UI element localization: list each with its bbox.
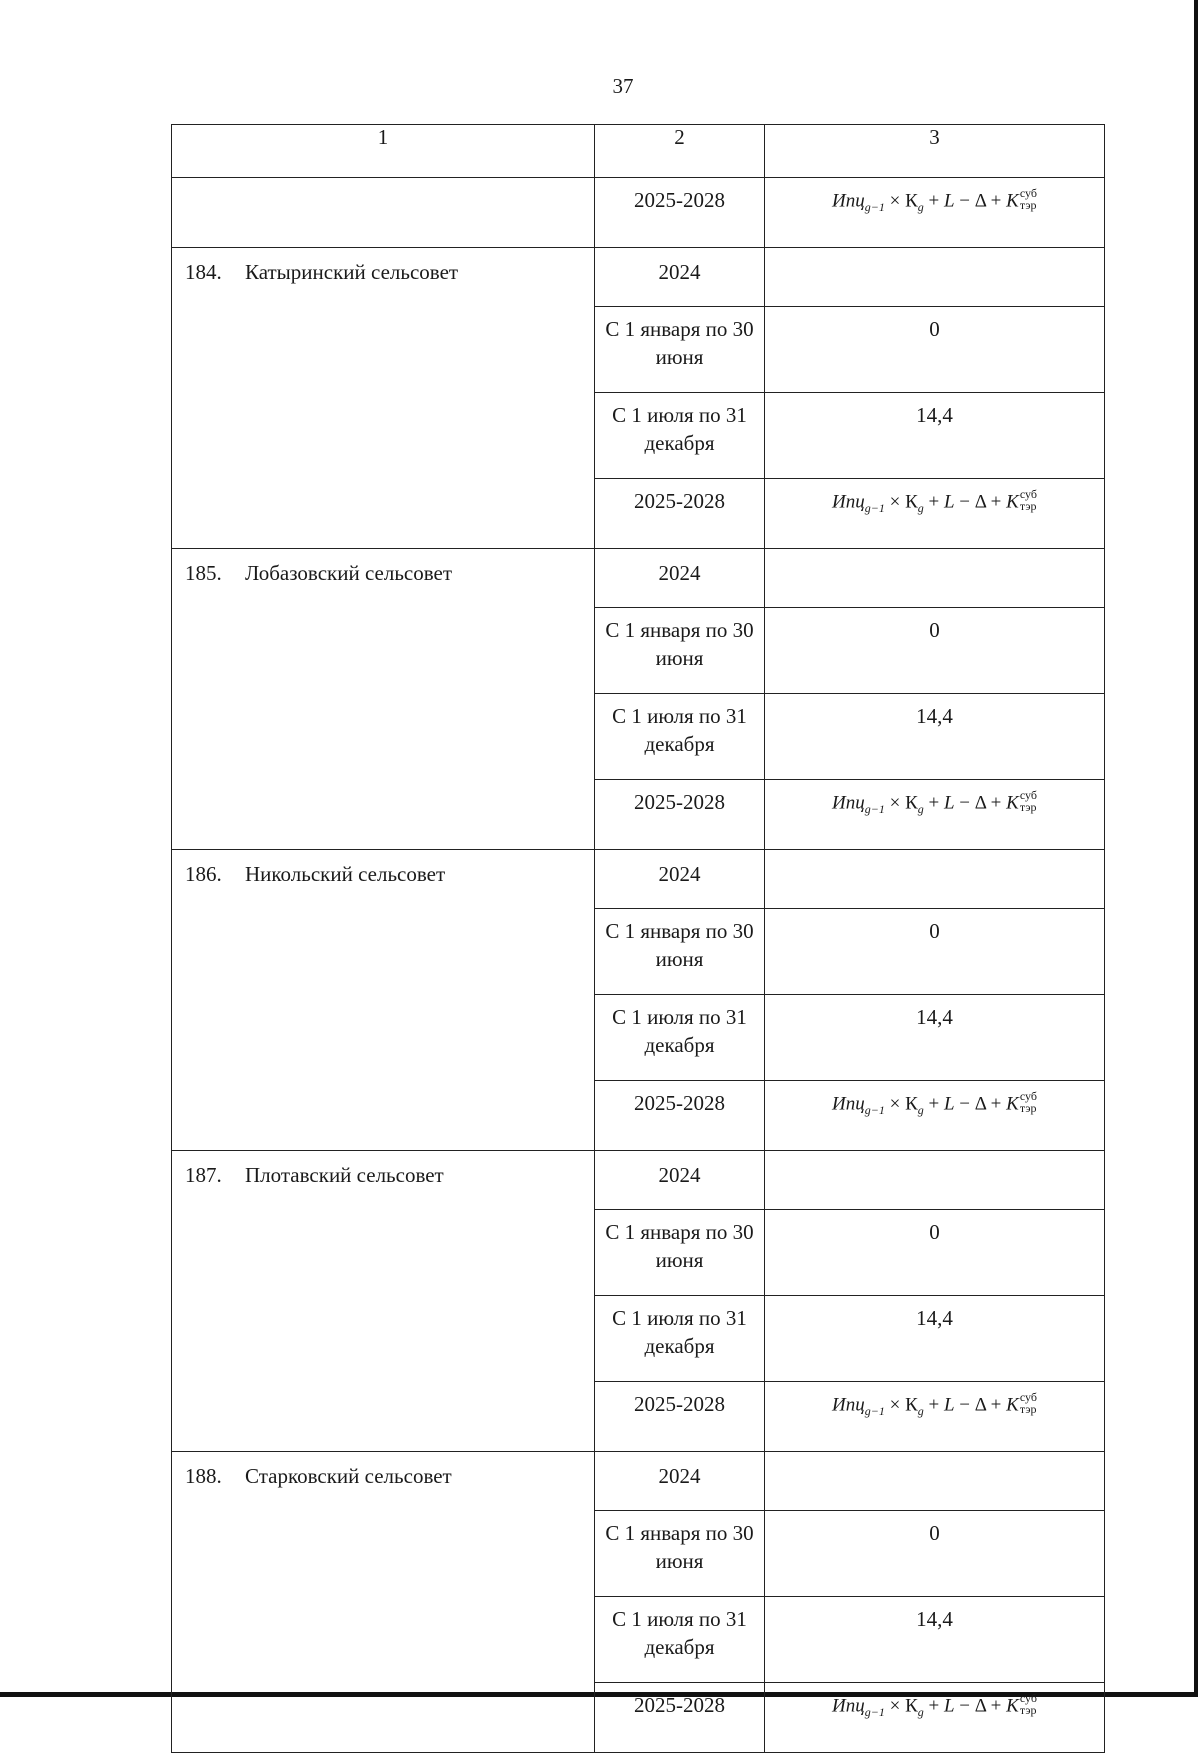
period-cell: С 1 января по 30 июня — [595, 1511, 765, 1597]
formula-cell: $Ипц_{g-1} \times К_g + L - \Delta + K$ суб тэр — [765, 1081, 1105, 1151]
name-cell-empty — [172, 178, 595, 248]
municipality-cell — [172, 549, 595, 850]
tariff-table — [171, 124, 1105, 1753]
period-cell: 2025-2028 — [595, 1081, 765, 1151]
period-cell: 2025-2028 — [595, 479, 765, 549]
value-cell: 14,4 — [765, 1597, 1105, 1683]
table-row — [172, 1452, 1105, 1511]
header-col-1: 1 — [172, 125, 595, 178]
value-cell: 0 — [765, 1210, 1105, 1296]
entry-number: 188. — [185, 1464, 222, 1488]
period-cell: 2025-2028 — [595, 178, 765, 248]
formula-base: Ипц — [832, 1695, 865, 1717]
period-cell: С 1 июля по 31 декабря — [595, 1597, 765, 1683]
entry-number: 186. — [185, 862, 222, 886]
municipality-cell — [172, 850, 595, 1151]
formula-cell: $Ипц_{g-1} \times К_g + L - \Delta + K$ суб тэр — [765, 479, 1105, 549]
value-cell: 0 — [765, 1511, 1105, 1597]
table-row — [172, 549, 1105, 608]
period-cell: С 1 июля по 31 декабря — [595, 995, 765, 1081]
period-cell: С 1 января по 30 июня — [595, 1210, 765, 1296]
municipality-cell — [172, 248, 595, 549]
page-number: 37 — [612, 74, 634, 98]
table-row — [172, 248, 1105, 307]
period-cell: 2025-2028 — [595, 1382, 765, 1452]
table-row — [172, 178, 1105, 248]
period-cell: С 1 января по 30 июня — [595, 307, 765, 393]
value-cell-empty — [765, 850, 1105, 909]
municipality-cell — [172, 1452, 595, 1753]
formula-cell: $Ипц_{g-1} \times К_g + L - \Delta + K$ суб тэр — [765, 780, 1105, 850]
header-col-3: 3 — [765, 125, 1105, 178]
formula-cell: $Ипц_{g-1} \times К_g + L - \Delta + K$ суб тэр — [765, 1382, 1105, 1452]
value-cell: 14,4 — [765, 393, 1105, 479]
entry-name: Никольский сельсовет — [245, 862, 446, 886]
formula-base: Ипц — [832, 1093, 865, 1115]
entry-number: 184. — [185, 260, 222, 284]
formula-cell: $Ипц_{g-1} \times К_g + L - \Delta + K$ суб тэр — [765, 178, 1105, 248]
entry-name: Плотавский сельсовет — [245, 1163, 444, 1187]
value-cell: 14,4 — [765, 995, 1105, 1081]
table-header-row — [172, 125, 1105, 178]
formula-base: Ипц — [832, 491, 865, 513]
entry-number: 187. — [185, 1163, 222, 1187]
period-cell: С 1 июля по 31 декабря — [595, 694, 765, 780]
formula-cell: $Ипц_{g-1} \times К_g + L - \Delta + K$ суб тэр — [765, 1683, 1105, 1753]
value-cell: 14,4 — [765, 694, 1105, 780]
value-cell-empty — [765, 1151, 1105, 1210]
entry-name: Старковский сельсовет — [245, 1464, 452, 1488]
period-cell: С 1 января по 30 июня — [595, 909, 765, 995]
period-cell: 2024 — [595, 248, 765, 307]
entry-name: Лобазовский сельсовет — [245, 561, 453, 585]
period-cell: С 1 июля по 31 декабря — [595, 393, 765, 479]
formula-base: Ипц — [832, 190, 865, 212]
period-cell: 2024 — [595, 850, 765, 909]
entry-number: 185. — [185, 561, 222, 585]
value-cell: 0 — [765, 909, 1105, 995]
value-cell: 0 — [765, 307, 1105, 393]
formula-base: Ипц — [832, 792, 865, 814]
period-cell: 2024 — [595, 549, 765, 608]
municipality-cell — [172, 1151, 595, 1452]
value-cell-empty — [765, 248, 1105, 307]
value-cell-empty — [765, 1452, 1105, 1511]
period-cell: 2025-2028 — [595, 780, 765, 850]
entry-name: Катыринский сельсовет — [245, 260, 459, 284]
period-cell: 2025-2028 — [595, 1683, 765, 1753]
value-cell: 0 — [765, 608, 1105, 694]
period-cell: 2024 — [595, 1452, 765, 1511]
value-cell-empty — [765, 549, 1105, 608]
header-col-2: 2 — [595, 125, 765, 178]
period-cell: 2024 — [595, 1151, 765, 1210]
period-cell: С 1 июля по 31 декабря — [595, 1296, 765, 1382]
period-cell: С 1 января по 30 июня — [595, 608, 765, 694]
table-row — [172, 850, 1105, 909]
formula-base: Ипц — [832, 1394, 865, 1416]
value-cell: 14,4 — [765, 1296, 1105, 1382]
table-row — [172, 1151, 1105, 1210]
